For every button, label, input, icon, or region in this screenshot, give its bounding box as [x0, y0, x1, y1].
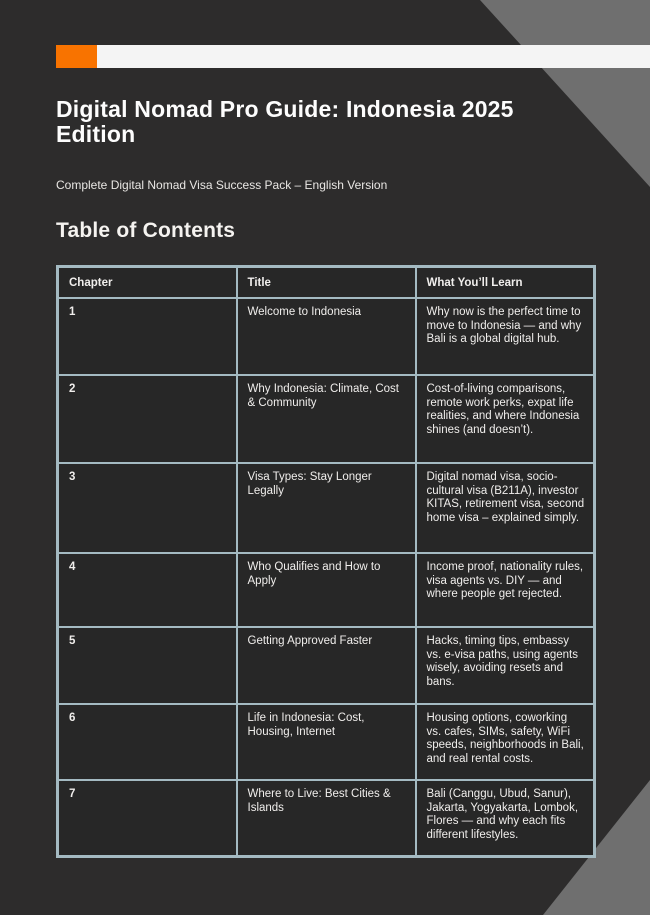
toc-row-6	[58, 704, 595, 780]
chapter-number: 2	[58, 375, 237, 463]
toc-table	[56, 265, 596, 858]
page-title-line-1: Digital Nomad Pro Guide: Indonesia 2025	[56, 96, 514, 122]
page-subtitle: Complete Digital Nomad Visa Success Pack – English Version	[56, 178, 388, 192]
accent-bar	[56, 45, 650, 68]
chapter-title: Getting Approved Faster	[237, 627, 416, 704]
white-accent-bar	[97, 45, 650, 68]
chapter-title: Where to Live: Best Cities & Islands	[237, 780, 416, 857]
chapter-title: Visa Types: Stay Longer Legally	[237, 463, 416, 553]
chapter-learn: Why now is the perfect time to move to Indonesia — and why Bali is a global digital hub.	[416, 298, 595, 375]
toc-row-5	[58, 627, 595, 704]
chapter-number: 1	[58, 298, 237, 375]
page-title	[56, 97, 596, 147]
toc-row-3	[58, 463, 595, 553]
toc-row-4	[58, 553, 595, 627]
chapter-learn: Digital nomad visa, socio-cultural visa (B211A), investor KITAS, retirement visa, second home visa – explained simply.	[416, 463, 595, 553]
toc-col-header-title: Title	[237, 267, 416, 299]
chapter-title: Life in Indonesia: Cost, Housing, Internet	[237, 704, 416, 780]
toc-row-2	[58, 375, 595, 463]
orange-accent-block	[56, 45, 97, 68]
chapter-learn: Income proof, nationality rules, visa agents vs. DIY — and where people get rejected.	[416, 553, 595, 627]
chapter-number: 6	[58, 704, 237, 780]
chapter-title: Welcome to Indonesia	[237, 298, 416, 375]
chapter-number: 7	[58, 780, 237, 857]
chapter-number: 4	[58, 553, 237, 627]
chapter-learn: Bali (Canggu, Ubud, Sanur), Jakarta, Yogyakarta, Lombok, Flores — and why each fits different lifestyles.	[416, 780, 595, 857]
toc-row-7	[58, 780, 595, 857]
chapter-title: Why Indonesia: Climate, Cost & Community	[237, 375, 416, 463]
toc-col-header-chapter: Chapter	[58, 267, 237, 299]
chapter-number: 3	[58, 463, 237, 553]
toc-col-header-learn: What You’ll Learn	[416, 267, 595, 299]
toc-heading: Table of Contents	[56, 219, 236, 242]
toc-row-1	[58, 298, 595, 375]
chapter-number: 5	[58, 627, 237, 704]
top-right-corner-wedge	[480, 0, 650, 187]
page-title-line-2: Edition	[56, 121, 136, 147]
chapter-title: Who Qualifies and How to Apply	[237, 553, 416, 627]
toc-header-row	[58, 267, 595, 299]
chapter-learn: Hacks, timing tips, embassy vs. e-visa paths, using agents wisely, avoiding resets and bans.	[416, 627, 595, 704]
chapter-learn: Housing options, coworking vs. cafes, SIMs, safety, WiFi speeds, neighborhoods in Bali, and real rental costs.	[416, 704, 595, 780]
chapter-learn: Cost-of-living comparisons, remote work perks, expat life realities, and where Indonesia shines (and doesn’t).	[416, 375, 595, 463]
